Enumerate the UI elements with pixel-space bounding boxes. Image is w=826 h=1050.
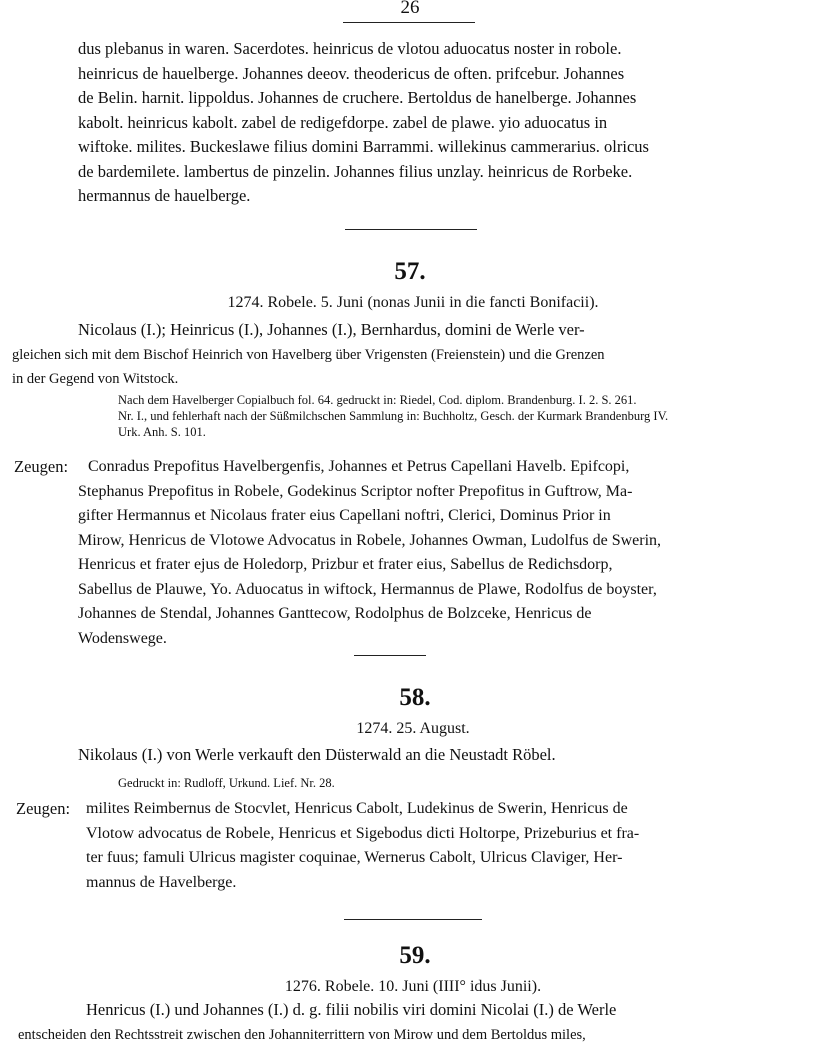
page-number-rule: [343, 22, 475, 23]
witness-label: Zeugen:: [14, 457, 69, 476]
witness-line: Conradus Prepofitus Havelbergenfis, Johannes et Petrus Capellani Havelb. Epifcopi,: [88, 458, 630, 475]
witness-line: gifter Hermannus et Nicolaus frater eius Capellani noftri, Clerici, Dominus Prior in: [78, 507, 611, 524]
source-note: [118, 392, 668, 440]
text-line: dus plebanus in waren. Sacerdotes. heinricus de vlotou aduocatus noster in robole.: [78, 39, 622, 58]
witness-line: Sabellus de Plauwe, Yo. Aduocatus in wiftock, Hermannus de Plawe, Rodolfus de boyster,: [78, 580, 657, 598]
text-line: heinricus de hauelberge. Johannes deeov. theodericus de often. prifcebur. Johannes: [78, 63, 625, 83]
witness-line: Stephanus Prepofitus in Robele, Godekinus Scriptor nofter Prepofitus in Guftrow, Ma-: [78, 482, 633, 500]
summary-line: in der Gegend von Witstock.: [12, 371, 179, 387]
source-line: Nach dem Havelberger Copialbuch fol. 64. gedruckt in: Riedel, Cod. diplom. Brandenburg. I. 2. S. 261.: [118, 393, 637, 407]
summary-line: Nikolaus (I.) von Werle verkauft den Düsterwald an die Neustadt Röbel.: [78, 745, 556, 764]
section-divider: [345, 229, 477, 230]
text-line: de bardemilete. lambertus de pinzelin. Johannes filius unzlay. heinricus de Rorbeke.: [78, 161, 633, 181]
witness-line: Mirow, Henricus de Vlotowe Advocatus in Robele, Johannes Owman, Ludolfus de Swerin,: [78, 531, 662, 549]
witness-label: Zeugen:: [16, 799, 71, 818]
document-summary: [78, 743, 556, 768]
document-date: 1274. Robele. 5. Juni (nonas Junii in die fancti Bonifacii).: [227, 294, 599, 311]
witness-line: Henricus et frater ejus de Holedorp, Prizbur et frater eius, Sabellus de Redichsdorp,: [78, 556, 613, 573]
page-number: 26: [400, 0, 420, 18]
summary-line: entscheiden den Rechtsstreit zwischen den Johanniterrittern von Mirow und dem Bertoldus miles,: [18, 1026, 586, 1043]
document-number: 58.: [399, 684, 431, 711]
text-line: de Belin. harnit. lippoldus. Johannes de cruchere. Bertoldus de hanelberge. Johannes: [78, 88, 637, 107]
source-note: [118, 775, 335, 791]
document-date: 1274. 25. August.: [356, 720, 470, 737]
text-line: hermannus de hauelberge.: [78, 186, 251, 205]
text-line: wiftoke. milites. Buckeslawe filius domini Barrammi. willekinus cammerarius. olricus: [78, 137, 649, 156]
section-divider: [354, 655, 426, 656]
summary-line: gleichen sich mit dem Bischof Heinrich von Havelberg über Vrigensten (Freienstein) und die Grenzen: [12, 346, 605, 363]
summary-line: Nicolaus (I.); Heinricus (I.), Johannes (I.), Bernhardus, domini de Werle ver-: [78, 320, 585, 339]
document-summary: [12, 318, 605, 392]
witness-line: Vlotow advocatus de Robele, Henricus et Sigebodus dicti Holtorpe, Prizeburius et fra-: [86, 824, 640, 842]
witness-line: Wodenswege.: [78, 629, 167, 647]
witness-line: Johannes de Stendal, Johannes Ganttecow, Rodolphus de Bolzceke, Henricus de: [78, 605, 592, 622]
document-date: 1276. Robele. 10. Juni (IIII° idus Junii).: [284, 978, 542, 995]
text-line: kabolt. heinricus kabolt. zabel de redigefdorpe. zabel de plawe. yio aduocatus in: [78, 112, 608, 132]
witness-line: mannus de Havelberge.: [86, 873, 237, 891]
witness-line: milites Reimbernus de Stocvlet, Henricus Cabolt, Ludekinus de Swerin, Henricus de: [86, 800, 628, 817]
continuation-text: [78, 37, 649, 209]
witness-list: [86, 797, 639, 895]
document-summary: [18, 998, 616, 1047]
document-number: 59.: [399, 942, 431, 969]
source-line: Urk. Anh. S. 101.: [118, 425, 206, 439]
witness-line: ter fuus; famuli Ulricus magister coquinae, Wernerus Cabolt, Ulricus Claviger, Her-: [86, 849, 623, 866]
document-number: 57.: [394, 258, 426, 285]
summary-line: Henricus (I.) und Johannes (I.) d. g. filii nobilis viri domini Nicolai (I.) de Werle: [86, 1000, 617, 1019]
source-line: Nr. I., und fehlerhaft nach der Süßmilchschen Sammlung in: Buchholtz, Gesch. der Kurmark Brandenburg IV.: [118, 409, 669, 423]
section-divider: [344, 919, 482, 920]
witness-list: [78, 455, 662, 651]
source-line: Gedruckt in: Rudloff, Urkund. Lief. Nr. 28.: [118, 776, 335, 790]
